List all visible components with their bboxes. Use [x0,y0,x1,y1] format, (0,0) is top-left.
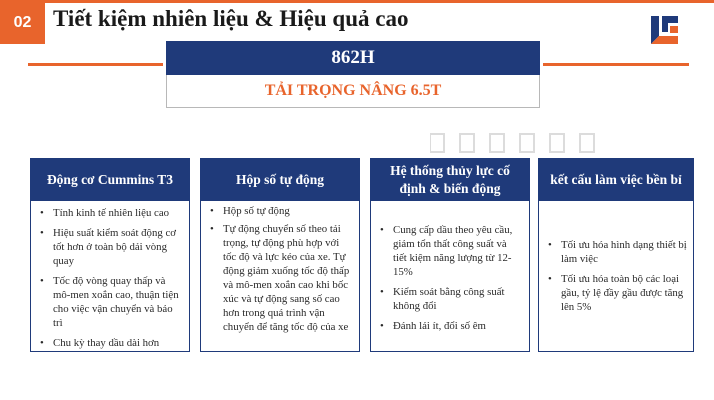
load-capacity-label: TẢI TRỌNG NÂNG 6.5T [166,75,540,108]
list-item: • Hiệu suất kiểm soát động cơ tốt hơn ở toàn bộ dải vòng quay [39,226,183,268]
bullet-list [371,201,529,333]
slide-number-badge: 02 [0,2,45,44]
list-item: • Chu kỳ thay dầu dài hơn [39,336,183,350]
bullet-list [539,201,693,314]
list-item: • Tự động chuyển số theo tải trọng, tự động phù hợp với tốc độ và lực kéo của xe. Tự động giảm xuống tốc độ thấp và mô-men xoắn cao khi bốc xúc và tự động sang số cao hơn trong quá trình vận chuyển để tăng tốc độ của xe [209,222,353,334]
list-item: • Hộp số tự động [209,204,353,218]
list-item: • Đánh lái ít, đổi số êm [379,319,523,333]
bullet-list [201,201,359,334]
feature-card-transmission [200,158,360,352]
background-watermark [430,130,620,156]
list-item: • Kiểm soát bằng công suất không đổi [379,285,523,313]
list-item: • Tối ưu hóa toàn bộ các loại gầu, tỷ lệ đầy gầu được tăng lên 5% [547,272,687,314]
feature-card-hydraulics [370,158,530,352]
card-title: Hộp số tự động [201,159,359,201]
card-body [201,201,359,351]
left-accent-line [28,63,163,66]
top-accent-rule [0,0,714,3]
list-item: • Cung cấp dầu theo yêu cầu, giảm tổn thất công suất và tiết kiệm năng lượng từ 12-15% [379,223,523,279]
bullet-list [31,201,189,350]
card-body [371,201,529,351]
card-title: Động cơ Cummins T3 [31,159,189,201]
page-title: Tiết kiệm nhiên liệu & Hiệu quả cao [53,6,409,31]
feature-card-engine [30,158,190,352]
company-logo-icon [648,14,682,48]
right-accent-line [543,63,689,66]
model-name-banner: 862H [166,41,540,75]
card-body [539,201,693,351]
card-title: kết cấu làm việc bền bỉ [539,159,693,201]
list-item: • Tối ưu hóa hình dạng thiết bị làm việc [547,238,687,266]
card-body [31,201,189,351]
list-item: • Tính kinh tế nhiên liệu cao [39,206,183,220]
feature-card-structure [538,158,694,352]
card-title: Hệ thống thủy lực cố định & biến động [371,159,529,201]
list-item: • Tốc độ vòng quay thấp và mô-men xoắn cao, thuận tiện cho việc vận chuyển và bảo trì [39,274,183,330]
